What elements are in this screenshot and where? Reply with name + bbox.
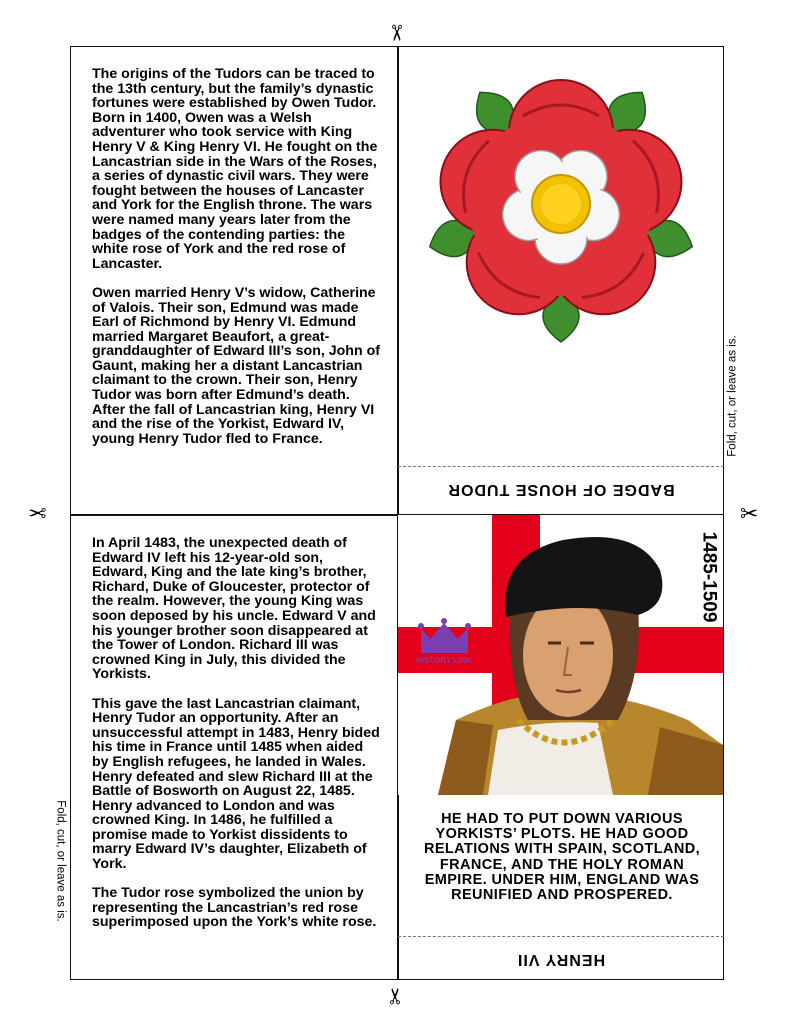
scissors-left-icon: ✂ [28,501,47,526]
origins-paragraph-2: Owen married Henry V’s widow, Catherine of Valois. Their son, Edmund was made Earl of Richmond by Henry VI. Edmund married Margaret Beaufort, a great-granddaughter of Edward III’s son, John of Gaunt, making her a distant Lancastrian claimant to the crown. Their son, Henry Tudor was born after Edmund’s death. After the fall of Lancastrian king, Henry VI and the rise of the Yorkist, Edward IV, young Henry Tudor fled to France. [92,284,380,447]
history-paragraph-2: This gave the last Lancastrian claimant, Henry Tudor an opportunity. After an unsuccessful attempt in 1483, Henry bided his time in France until 1485 when aided by English refugees, he landed in Wales. Henry defeated and slew Richard III at the Battle of Bosworth on August 22, 1485. Henry advanced to London and was crowned King. In 1486, he fulfilled a promise made to Yorkist dissidents to marry Edward IV’s daughter, Elizabeth of York. [92,695,380,873]
henry-vii-caption: HE HAD TO PUT DOWN VARIOUS YORKISTS’ PLOTS. HE HAD GOOD RELATIONS WITH SPAIN, SCOTLAND, FRANCE, AND THE HOLY ROMAN EMPIRE. UNDER HIM, ENGLAND WAS REUNIFIED AND PROSPERED. [423,811,701,904]
rose-yellow-highlight [541,184,581,224]
tudor-history-text [92,536,382,945]
tudor-rose-badge [420,64,702,344]
reign-years: 1485-1509 [698,531,720,623]
origins-text [92,67,382,461]
henry-vii-title: HENRY VII [516,951,606,968]
scissors-right-icon: ✂ [740,501,759,526]
logo-text: HISTORY LINK [416,656,472,665]
history-paragraph-1: In April 1483, the unexpected death of Edward IV left his 12-year-old son, Edward, King and the late king’s brother, Richard, Duke of Gloucester, protector of the realm. However, the young King was soon deposed by his uncle. Edward V and his younger brother soon disappeared at the Tower of London. Richard III was crowned King in July, this divided the Yorkists. [92,535,376,683]
fold-note-left: Fold, cut, or leave as is. [54,800,67,922]
dashed-fold-bottom [398,936,724,937]
history-paragraph-3: The Tudor rose symbolized the union by representing the Lancastrian’s red rose superimposed upon the York’s white rose. [92,885,377,931]
origins-paragraph-1: The origins of the Tudors can be traced to the 13th century, but the family’s dynastic fortunes were established by Owen Tudor. Born in 1400, Owen was a Welsh adventurer who took service with King Henry V & King Henry VI. He fought on the Lancastrian side in the Wars of the Roses, a series of dynastic civil wars. They were fought between the houses of Lancaster and York for the English throne. The wars were named many years later from the badges of the contending parties: the white rose of York and the red rose of Lancaster. [92,66,378,272]
scissors-bottom-icon: ✂ [383,986,409,1006]
henry-vii-portrait [398,515,723,795]
badge-title: BADGE OF HOUSE TUDOR [447,481,675,498]
fold-note-right: Fold, cut, or leave as is. [726,335,739,457]
scissors-top-icon: ✂ [384,23,410,43]
vertical-fold-line [397,46,399,980]
dashed-fold-top [398,466,724,467]
face [523,593,613,717]
